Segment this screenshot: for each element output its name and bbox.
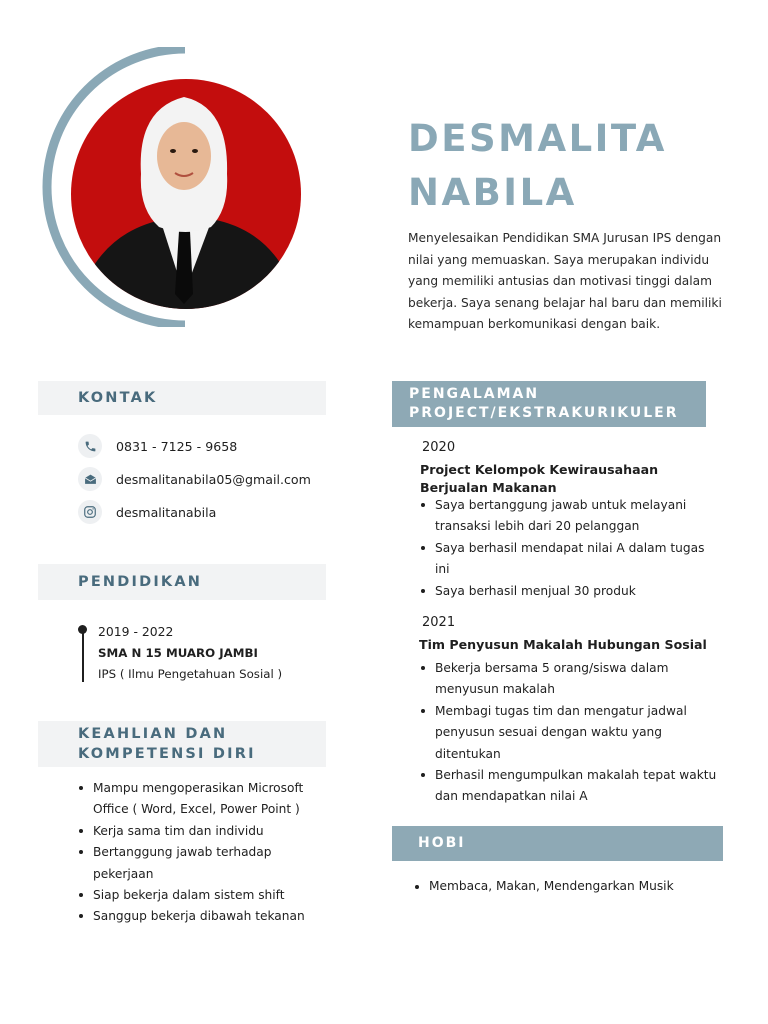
profile-summary: Menyelesaikan Pendidikan SMA Jurusan IPS dengan nilai yang memuaskan. Saya merupakan individu yang memiliki antusias dan motivasi tinggi dalam bekerja. Saya senang belajar hal baru dan memiliki kemampuan berkomunikasi dengan baik. xyxy=(408,231,722,332)
email-icon xyxy=(78,467,102,491)
contact-email xyxy=(78,467,311,491)
list-item: Sanggup bekerja dibawah tekanan xyxy=(78,906,328,927)
hobby-header xyxy=(392,826,723,861)
experience-heading xyxy=(409,385,679,423)
list-item: Bekerja bersama 5 orang/siswa dalam menyusun makalah xyxy=(420,658,720,701)
skills-header xyxy=(38,721,326,767)
email-address: desmalitanabila05@gmail.com xyxy=(116,471,311,487)
list-item: Membagi tugas tim dan mengatur jadwal penyusun sesuai dengan waktu yang ditentukan xyxy=(420,701,720,765)
education-header xyxy=(38,564,326,600)
experience-list-2 xyxy=(420,658,720,808)
list-item: Saya berhasil menjual 30 produk xyxy=(420,581,720,602)
education-timeline-line xyxy=(82,630,84,682)
list-item: Mampu mengoperasikan Microsoft Office ( Word, Excel, Power Point ) xyxy=(78,778,328,821)
experience-header xyxy=(392,381,706,427)
skills-heading-line1: KEAHLIAN DAN xyxy=(78,726,228,742)
name-last: NABILA xyxy=(408,171,577,214)
skills-heading-line2: KOMPETENSI DIRI xyxy=(78,746,256,762)
education-major: IPS ( Ilmu Pengetahuan Sosial ) xyxy=(98,667,283,681)
list-item: Kerja sama tim dan individu xyxy=(78,821,328,842)
name-first: DESMALITA xyxy=(408,117,667,160)
experience-heading-line1: PENGALAMAN xyxy=(409,386,540,402)
education-school: SMA N 15 MUARO JAMBI xyxy=(98,646,258,660)
contact-phone xyxy=(78,434,237,458)
skills-list xyxy=(78,778,328,928)
instagram-icon xyxy=(78,500,102,524)
list-item: Bertanggung jawab terhadap pekerjaan xyxy=(78,842,328,885)
hobby-heading: HOBI xyxy=(418,835,466,851)
phone-number: 0831 - 7125 - 9658 xyxy=(116,438,238,454)
instagram-handle: desmalitanabila xyxy=(116,504,217,520)
list-item: Membaca, Makan, Mendengarkan Musik xyxy=(414,877,674,896)
experience-title-2: Tim Penyusun Makalah Hubungan Sosial xyxy=(419,637,707,652)
experience-title-1: Project Kelompok Kewirausahaan Berjualan Makanan xyxy=(420,462,659,495)
experience-list-1 xyxy=(420,495,720,602)
phone-icon xyxy=(78,434,102,458)
list-item: Saya berhasil mendapat nilai A dalam tugas ini xyxy=(420,538,720,581)
profile-photo xyxy=(71,79,301,309)
education-heading: PENDIDIKAN xyxy=(78,574,203,590)
contact-header xyxy=(38,381,326,415)
candidate-name xyxy=(408,112,667,220)
contact-instagram xyxy=(78,500,216,524)
hobby-list xyxy=(414,877,674,896)
education-years: 2019 - 2022 xyxy=(98,624,174,639)
list-item: Saya bertanggung jawab untuk melayani transaksi lebih dari 20 pelanggan xyxy=(420,495,720,538)
education-timeline-dot xyxy=(78,625,87,634)
experience-year-2: 2021 xyxy=(422,615,456,630)
skills-heading xyxy=(78,724,256,764)
contact-heading: KONTAK xyxy=(78,390,158,406)
experience-year-1: 2020 xyxy=(422,440,456,455)
list-item: Berhasil mengumpulkan makalah tepat waktu dan mendapatkan nilai A xyxy=(420,765,720,808)
list-item: Siap bekerja dalam sistem shift xyxy=(78,885,328,906)
experience-heading-line2: PROJECT/EKSTRAKURIKULER xyxy=(409,405,679,421)
